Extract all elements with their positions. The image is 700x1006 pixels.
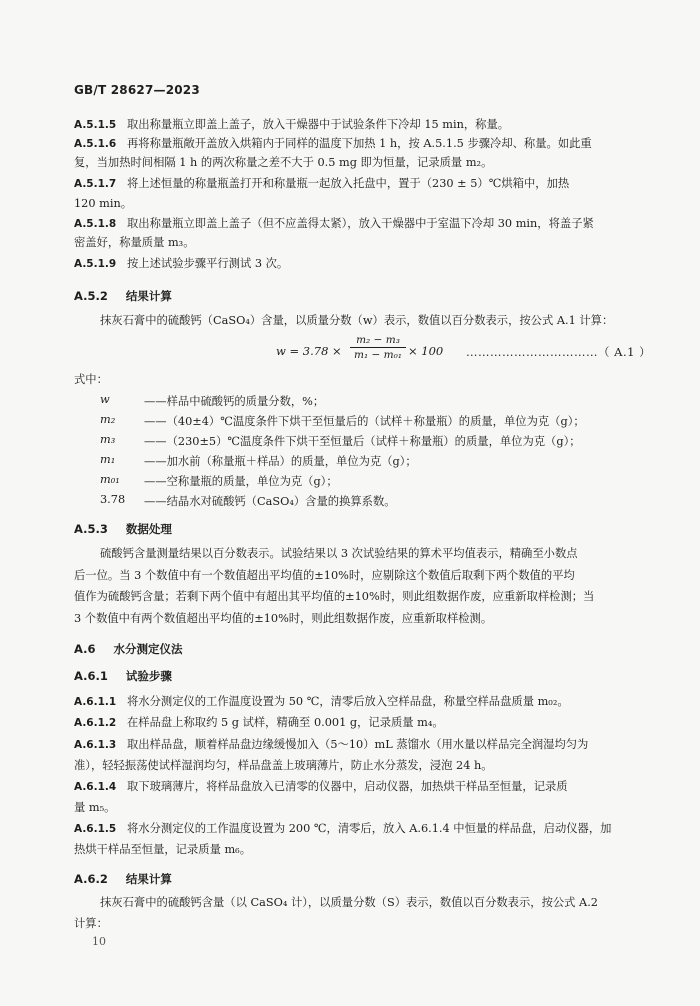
- section-number: A.5.2: [74, 289, 108, 303]
- clause-text: 取出称量瓶立即盖上盖子，放入干燥器中于试验条件下冷却 15 min，称量。: [127, 118, 510, 131]
- clause-number: A.6.1.5: [74, 823, 117, 835]
- clause-a613: [74, 738, 634, 752]
- page-number: 10: [92, 935, 106, 948]
- clause-a515: [74, 118, 634, 132]
- paragraph-line: 后一位。当 3 个数值中有一个数值超出平均值的±10%时，应剔除这个数值后取剩下两个数值的平均: [74, 569, 575, 582]
- variable-description: ——样品中硫酸钙的质量分数，%；: [144, 395, 325, 408]
- clause-number: A.6.1.1: [74, 696, 117, 708]
- clause-text: 取出样品盘，顺着样品盘边缘缓慢加入（5～10）mL 蒸馏水（用水量以样品完全润湿均匀为: [127, 738, 589, 751]
- clause-text: 取出称量瓶立即盖上盖子（但不应盖得太紧），放入干燥器中于室温下冷却 30 min，将盖子紧: [127, 217, 594, 230]
- variable-symbol: m₁: [100, 453, 116, 466]
- section-title: 数据处理: [125, 522, 172, 536]
- variable-symbol: 3.78: [100, 493, 126, 506]
- formula-tag: ……………………………（ A.1 ）: [466, 345, 652, 359]
- clause-a614: [74, 780, 634, 794]
- clause-text: 将水分测定仪的工作温度设置为 200 ℃，清零后，放入 A.6.1.4 中恒量的样品盘，启动仪器，加: [127, 822, 612, 835]
- clause-a518: [74, 217, 634, 231]
- section-number: A.5.3: [74, 522, 108, 536]
- clause-text: 取下玻璃薄片，将样品盘放入已清零的仪器中，启动仪器，加热烘干样品至恒量，记录质: [127, 780, 568, 793]
- variable-symbol: m₃: [100, 433, 116, 446]
- section-number: A.6: [74, 642, 96, 656]
- paragraph-line: 计算：: [74, 917, 108, 930]
- clause-number: A.5.1.5: [74, 119, 117, 131]
- clause-number: A.5.1.6: [74, 138, 117, 150]
- paragraph-line: 硫酸钙含量测量结果以百分数表示。试验结果以 3 次试验结果的算术平均值表示，精确至小数点: [100, 547, 578, 560]
- clause-a519: [74, 257, 634, 271]
- clause-a516: [74, 137, 634, 151]
- clause-a517: [74, 177, 634, 191]
- section-title: 结果计算: [125, 872, 172, 886]
- paragraph-line: 抹灰石膏中的硫酸钙含量（以 CaSO₄ 计），以质量分数（S）表示，数值以百分数表示，按公式 A.2: [100, 896, 598, 909]
- clause-text: 将水分测定仪的工作温度设置为 50 ℃，清零后放入空样品盘，称量空样品盘质量 m₀₂。: [127, 695, 569, 708]
- clause-text-continued: 量 m₅。: [74, 801, 116, 814]
- variable-symbol: m₂: [100, 413, 116, 426]
- formula-a1: [276, 334, 656, 370]
- clause-text: 在样品盘上称取约 5 g 试样，精确至 0.001 g，记录质量 m₄。: [127, 716, 444, 729]
- standard-number: GB/T 28627—2023: [74, 83, 200, 97]
- formula-denominator: m₁ − m₀₁: [353, 349, 402, 361]
- variable-description: ——加水前（称量瓶＋样品）的质量，单位为克（g）；: [144, 455, 417, 468]
- clause-text: 再将称量瓶敞开盖放入烘箱内于同样的温度下加热 1 h，按 A.5.1.5 步骤冷却、称量。如此重: [127, 137, 592, 150]
- variable-symbol: m₀₁: [100, 473, 120, 486]
- where-label: 式中：: [74, 373, 108, 386]
- clause-text: 按上述试验步骤平行测试 3 次。: [127, 257, 289, 270]
- clause-a615: [74, 822, 634, 836]
- clause-number: A.6.1.3: [74, 739, 117, 751]
- variable-description: ——结晶水对硫酸钙（CaSO₄）含量的换算系数。: [144, 495, 396, 508]
- section-number: A.6.1: [74, 669, 108, 683]
- section-number: A.6.2: [74, 872, 108, 886]
- clause-number: A.6.1.2: [74, 717, 117, 729]
- paragraph-a52-intro: 抹灰石膏中的硫酸钙（CaSO₄）含量，以质量分数（w）表示，数值以百分数表示，按公式 A.1 计算：: [100, 314, 614, 327]
- section-heading-a52: [74, 288, 172, 304]
- variable-description: ——（230±5）℃温度条件下烘干至恒量后（试样＋称量瓶）的质量，单位为克（g）；: [144, 435, 581, 448]
- formula-rhs: × 100: [408, 344, 444, 358]
- clause-number: A.5.1.8: [74, 218, 117, 230]
- variable-description: ——空称量瓶的质量，单位为克（g）；: [144, 475, 338, 488]
- clause-text: 将上述恒量的称量瓶盖打开和称量瓶一起放入托盘中，置于（230 ± 5）℃烘箱中，加热: [127, 177, 570, 190]
- section-heading-a62: [74, 871, 172, 887]
- clause-a612: [74, 716, 634, 730]
- formula-numerator: m₂ − m₃: [350, 334, 406, 348]
- variable-symbol: w: [100, 393, 110, 406]
- clause-text-continued: 热烘干样品至恒量，记录质量 m₆。: [74, 843, 251, 856]
- section-title: 结果计算: [125, 289, 172, 303]
- section-heading-a6: [74, 641, 182, 657]
- formula-fraction: [350, 334, 406, 361]
- clause-number: A.5.1.7: [74, 178, 117, 190]
- section-title: 水分测定仪法: [113, 642, 183, 656]
- clause-text-continued: 复，当加热时间相隔 1 h 的两次称量之差不大于 0.5 mg 即为恒量，记录质量 m₂。: [74, 156, 493, 169]
- clause-number: A.5.1.9: [74, 258, 117, 270]
- formula-lhs: w = 3.78 ×: [276, 344, 342, 358]
- section-heading-a61: [74, 668, 172, 684]
- paragraph-line: 值作为硫酸钙含量；若剩下两个值中有超出其平均值的±10%时，则此组数据作废，应重新取样检测；当: [74, 590, 595, 603]
- clause-text-continued: 准），轻轻振荡使试样湿润均匀，样品盘盖上玻璃薄片，防止水分蒸发，浸泡 24 h。: [74, 759, 493, 772]
- clause-text-continued: 密盖好，称量质量 m₃。: [74, 236, 195, 249]
- clause-a611: [74, 695, 634, 709]
- section-title: 试验步骤: [125, 669, 172, 683]
- paragraph-line: 3 个数值中有两个数值超出平均值的±10%时，则此组数据作废，应重新取样检测。: [74, 612, 493, 625]
- section-heading-a53: [74, 521, 172, 537]
- variable-description: ——（40±4）℃温度条件下烘干至恒量后的（试样＋称量瓶）的质量，单位为克（g）；: [144, 415, 585, 428]
- clause-text-continued: 120 min。: [74, 197, 133, 210]
- clause-number: A.6.1.4: [74, 781, 117, 793]
